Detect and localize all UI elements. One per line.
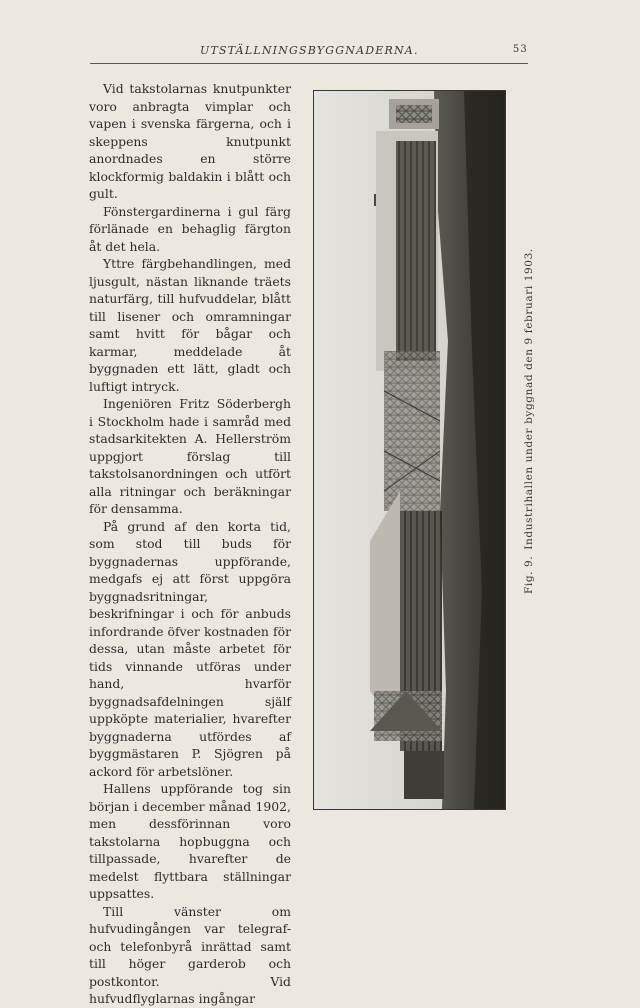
paragraph-6: Hallens uppförande tog sin början i december månad 1902, men dessförinnan voro takstolarna hopbuggna och tillpassade, hvarefter de medelst flyttbara ställningar uppsattes. [89, 781, 291, 901]
body-text-column [89, 80, 291, 1008]
page-number: 53 [512, 44, 528, 55]
figure-label: Fig. 9. [523, 555, 535, 594]
figure-caption-text: Industrihallen under byggnad den 9 februari 1903. [523, 248, 535, 550]
paragraph-3: Yttre färgbehandlingen, med ljusgult, nästan liknande träets naturfärg, till hufvuddelar, blått till lisener och omramningar samt hvitt för bågar och karmar, meddelade åt byggnaden ett lätt, gladt och luftigt intryck. [89, 256, 291, 394]
figure-caption [523, 248, 535, 594]
paragraph-7: Till vänster om hufvudingången var telegraf- och telefonbyrå inrättad samt till höger garderob och postkontor. Vid hufvudflyglarnas ingångar [89, 903, 291, 1006]
paragraph-1: Vid takstolarnas knutpunkter voro anbragta vimplar och vapen i svenska färgerna, och i skeppens knutpunkt anordnades en större klockformig baldakin i blått och gult. [89, 81, 291, 201]
paragraph-5: På grund af den korta tid, som stod till buds för byggnadernas uppförande, medgafs ej att först uppgöra byggnadsritningar, beskrifningar i och för anbuds infordrande öfver kostnaden för dessa, utan måste arbetet för tids vinnande utföras under hand, hvarför byggnadsafdelningen själf uppköpte materialier, hvarefter byggnaderna utfördes af byggmästaren P. Sjögren på ackord för arbetslöner. [89, 518, 291, 779]
construction-photograph [313, 90, 506, 810]
paragraph-2: Fönstergardinerna i gul färg förlänade en behaglig färgton åt det hela. [89, 203, 291, 254]
paragraph-4: Ingeniören Fritz Söderbergh i Stockholm hade i samråd med stadsarkitekten A. Hellerström uppgjort förslag till takstolsanordningen och utfört alla ritningar och beräkningar för densamma. [89, 396, 291, 516]
photo-illustration [314, 91, 505, 809]
header-rule [90, 63, 528, 64]
running-title: UTSTÄLLNINGSBYGGNADERNA. [200, 44, 419, 57]
